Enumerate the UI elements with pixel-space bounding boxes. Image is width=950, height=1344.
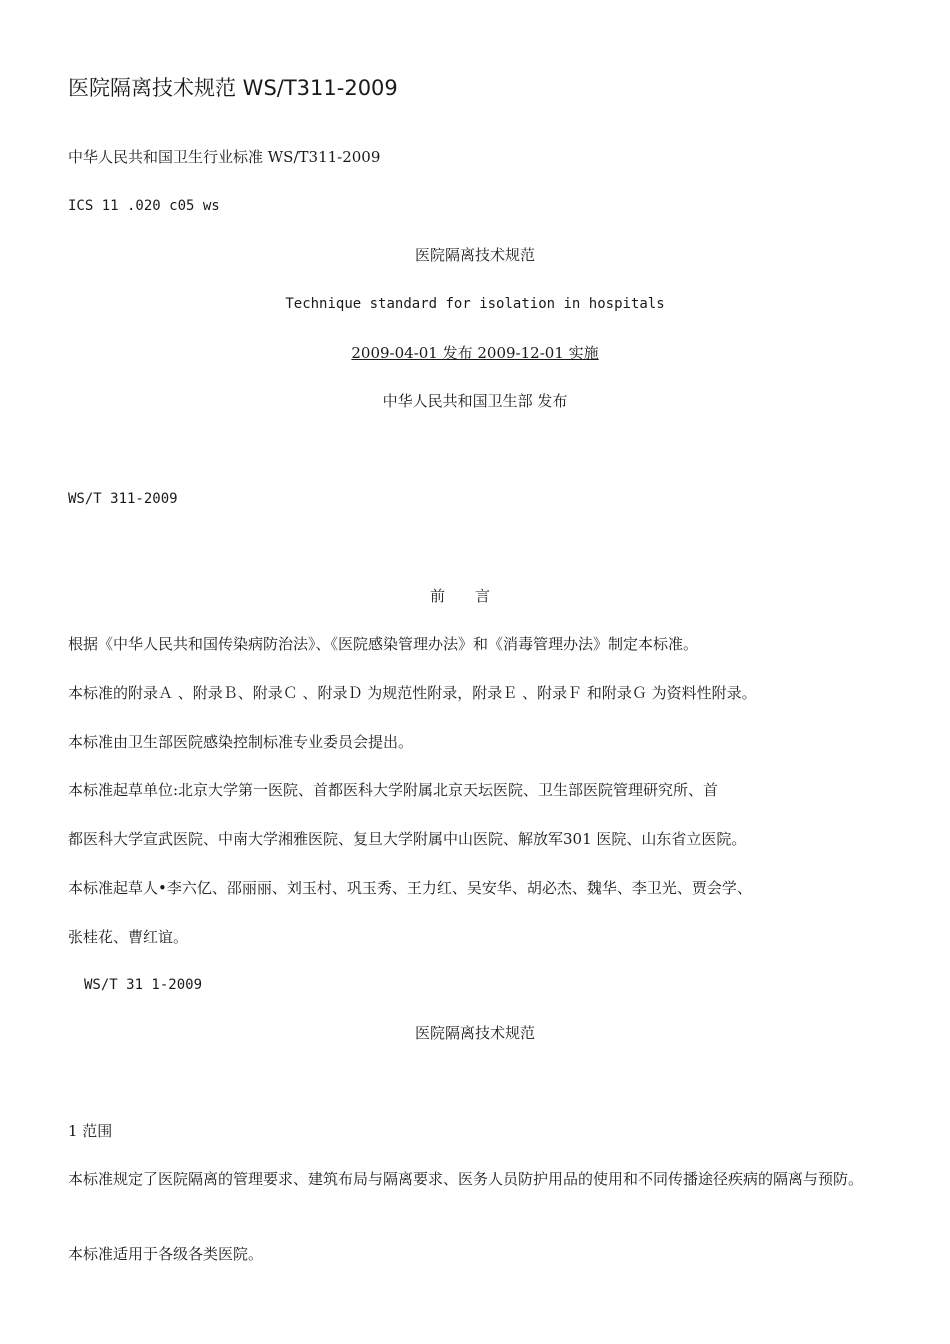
- en-title: Technique standard for isolation in hospitals: [285, 296, 665, 312]
- preface-paragraph: 本标准的附录Ａ 、附录Ｂ、附录Ｃ 、附录Ｄ 为规范性附录，附录Ｅ 、附录Ｆ 和附录Ｇ 为资料性附录。: [68, 684, 757, 702]
- standard-code: WS/T 311-2009: [68, 491, 178, 507]
- preface-paragraph: 都医科大学宣武医院、中南大学湘雅医院、复旦大学附属中山医院、解放军301 医院、山东省立医院。: [68, 830, 747, 848]
- body-title: 医院隔离技术规范: [414, 1024, 535, 1042]
- standard-code-2: WS/T 31 1-2009: [84, 977, 203, 993]
- preface-paragraph: 根据《中华人民共和国传染病防治法》、《医院感染管理办法》和《消毒管理办法》制定本标准。: [68, 635, 699, 653]
- section-1-heading: 1 范围: [68, 1122, 113, 1140]
- preface-heading: [0, 586, 950, 606]
- cn-title: 医院隔离技术规范: [414, 246, 535, 264]
- ics-code: ICS 11 .020 c05 ws: [68, 198, 220, 214]
- issue-dates: [0, 343, 950, 363]
- preface-paragraph: 本标准起草人•李六亿、邵丽丽、刘玉村、巩玉秀、王力红、吴安华、胡必杰、魏华、李卫光、贾会学、: [68, 879, 752, 897]
- document-title: 医院隔离技术规范 WS/T311-2009: [68, 76, 398, 100]
- industry-standard-line: 中华人民共和国卫生行业标准 WS/T311-2009: [68, 148, 381, 166]
- section-1-paragraph: 本标准规定了医院隔离的管理要求、建筑布局与隔离要求、医务人员防护用品的使用和不同传播途径疾病的隔离与预防。: [68, 1170, 864, 1188]
- preface-paragraph: 本标准由卫生部医院感染控制标准专业委员会提出。: [68, 733, 414, 751]
- section-1-paragraph: 本标准适用于各级各类医院。: [68, 1245, 264, 1263]
- preface-paragraph: 本标准起草单位:北京大学第一医院、首都医科大学附属北京天坛医院、卫生部医院管理研究所、首: [68, 781, 719, 799]
- preface-paragraph: 张桂花、曹红谊。: [68, 928, 189, 946]
- publisher-line: 中华人民共和国卫生部 发布: [382, 392, 568, 410]
- preface-heading-text: 前言: [429, 587, 520, 605]
- issue-dates-text: 2009-04-01 发布 2009-12-01 实施: [351, 344, 599, 362]
